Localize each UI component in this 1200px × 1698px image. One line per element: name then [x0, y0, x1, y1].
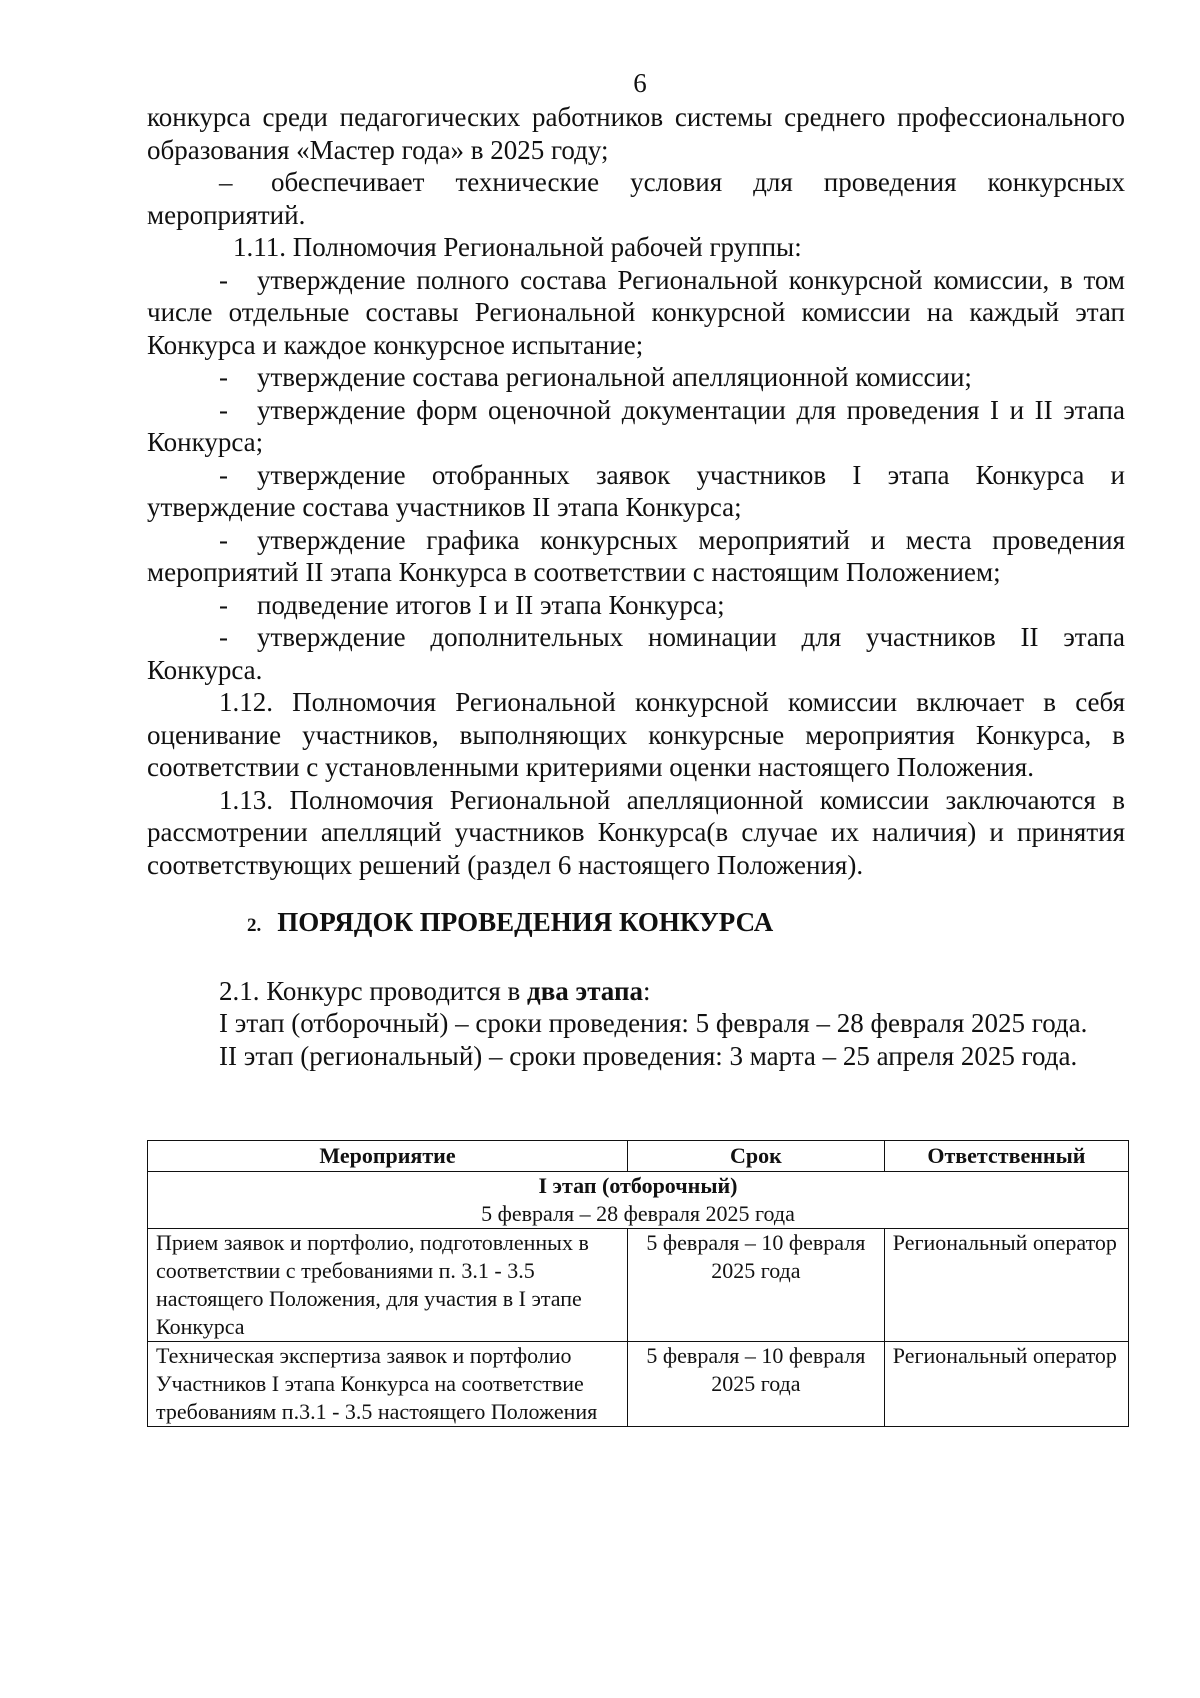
events-table	[147, 1140, 1129, 1427]
list-item	[147, 621, 1125, 686]
document-body	[147, 101, 1125, 1072]
stage-title: I этап (отборочный)	[538, 1173, 738, 1198]
paragraph-1-11: 1.11. Полномочия Региональной рабочей группы:	[233, 232, 802, 262]
header-date: Срок	[627, 1141, 884, 1172]
paragraph-1-13: 1.13. Полномочия Региональной апелляционной комиссии заключаются в рассмотрении апелляций участников Конкурса(в случае их наличия) и принятия соответствующих решений (раздел 6 настоящего Положения).	[147, 784, 1125, 880]
list-item-text: утверждение графика конкурсных мероприятий и места проведения мероприятий II этапа Конкурса в соответствии с настоящим Положением;	[147, 524, 1125, 587]
header-event: Мероприятие	[148, 1141, 628, 1172]
list-item-text: обеспечивает технические условия для проведения конкурсных мероприятий.	[147, 167, 1125, 230]
header-responsible: Ответственный	[884, 1141, 1128, 1172]
list-item	[147, 361, 1125, 394]
list-dash: -	[219, 589, 228, 620]
list-item-text: утверждение состава региональной апелляционной комиссии;	[257, 362, 972, 392]
list-dash: -	[219, 394, 228, 425]
paragraph-2-1-prefix: 2.1. Конкурс проводится в	[219, 975, 521, 1006]
list-dash: -	[219, 524, 228, 555]
list-dash: –	[219, 167, 233, 197]
stage-dates: 5 февраля – 28 февраля 2025 года	[481, 1201, 795, 1226]
stage-row	[148, 1172, 1129, 1229]
list-item	[147, 459, 1125, 524]
stage-cell	[148, 1172, 1129, 1229]
list-item-text: подведение итогов I и II этапа Конкурса;	[257, 589, 725, 620]
list-item-text: утверждение полного состава Региональной конкурсной комиссии, в том числе отдельные составы Региональной конкурсной комиссии на каждый этап Конкурса и каждое конкурсное испытание;	[147, 264, 1125, 360]
stage-2-dates: II этап (региональный) – сроки проведения: 3 марта – 25 апреля 2025 года.	[219, 1040, 1078, 1071]
list-dash: -	[219, 459, 228, 490]
stage-1-dates: I этап (отборочный) – сроки проведения: 5 февраля – 28 февраля 2025 года.	[219, 1008, 1088, 1038]
list-dash: -	[219, 264, 228, 295]
table-header-row	[148, 1141, 1129, 1172]
list-item-text: утверждение форм оценочной документации для проведения I и II этапа Конкурса;	[147, 394, 1125, 457]
cell-event: Прием заявок и портфолио, подготовленных в соответствии с требованиями п. 3.1 - 3.5 настоящего Положения, для участия в I этапе Конкурса	[148, 1229, 628, 1342]
cell-responsible: Региональный оператор	[884, 1229, 1128, 1342]
section-heading	[147, 906, 1125, 943]
list-dash: -	[219, 362, 228, 392]
paragraph-continuation: конкурса среди педагогических работников системы среднего профессионального образования «Мастер года» в 2025 году;	[147, 102, 1125, 165]
list-item	[147, 264, 1125, 362]
list-item	[147, 589, 1125, 622]
page-number: 6	[633, 68, 647, 98]
section-title: ПОРЯДОК ПРОВЕДЕНИЯ КОНКУРСА	[277, 907, 774, 937]
cell-responsible: Региональный оператор	[884, 1342, 1128, 1427]
list-item-text: утверждение дополнительных номинации для участников II этапа Конкурса.	[147, 622, 1125, 685]
paragraph-1-12: 1.12. Полномочия Региональной конкурсной комиссии включает в себя оценивание участников, выполняющих конкурсные мероприятия Конкурса, в соответствии с установленными критериями оценки настоящего Положения.	[147, 687, 1125, 782]
cell-date: 5 февраля – 10 февраля 2025 года	[627, 1342, 884, 1427]
list-dash: -	[219, 622, 228, 652]
list-item	[147, 524, 1125, 589]
table-row	[148, 1229, 1129, 1342]
section-number: 2.	[247, 915, 262, 936]
list-item-text: утверждение отобранных заявок участников I этапа Конкурса и утверждение состава участников II этапа Конкурса;	[147, 459, 1125, 522]
cell-date: 5 февраля – 10 февраля 2025 года	[627, 1229, 884, 1342]
paragraph-2-1-suffix: :	[643, 975, 651, 1006]
paragraph-2-1-bold: два этапа	[527, 975, 643, 1006]
table-row	[148, 1342, 1129, 1427]
cell-event: Техническая экспертиза заявок и портфолио Участников I этапа Конкурса на соответствие требованиям п.3.1 - 3.5 настоящего Положения	[148, 1342, 628, 1427]
paragraph-2-1	[147, 975, 1125, 1008]
list-item	[147, 394, 1125, 459]
list-item-technical-conditions	[147, 166, 1125, 231]
